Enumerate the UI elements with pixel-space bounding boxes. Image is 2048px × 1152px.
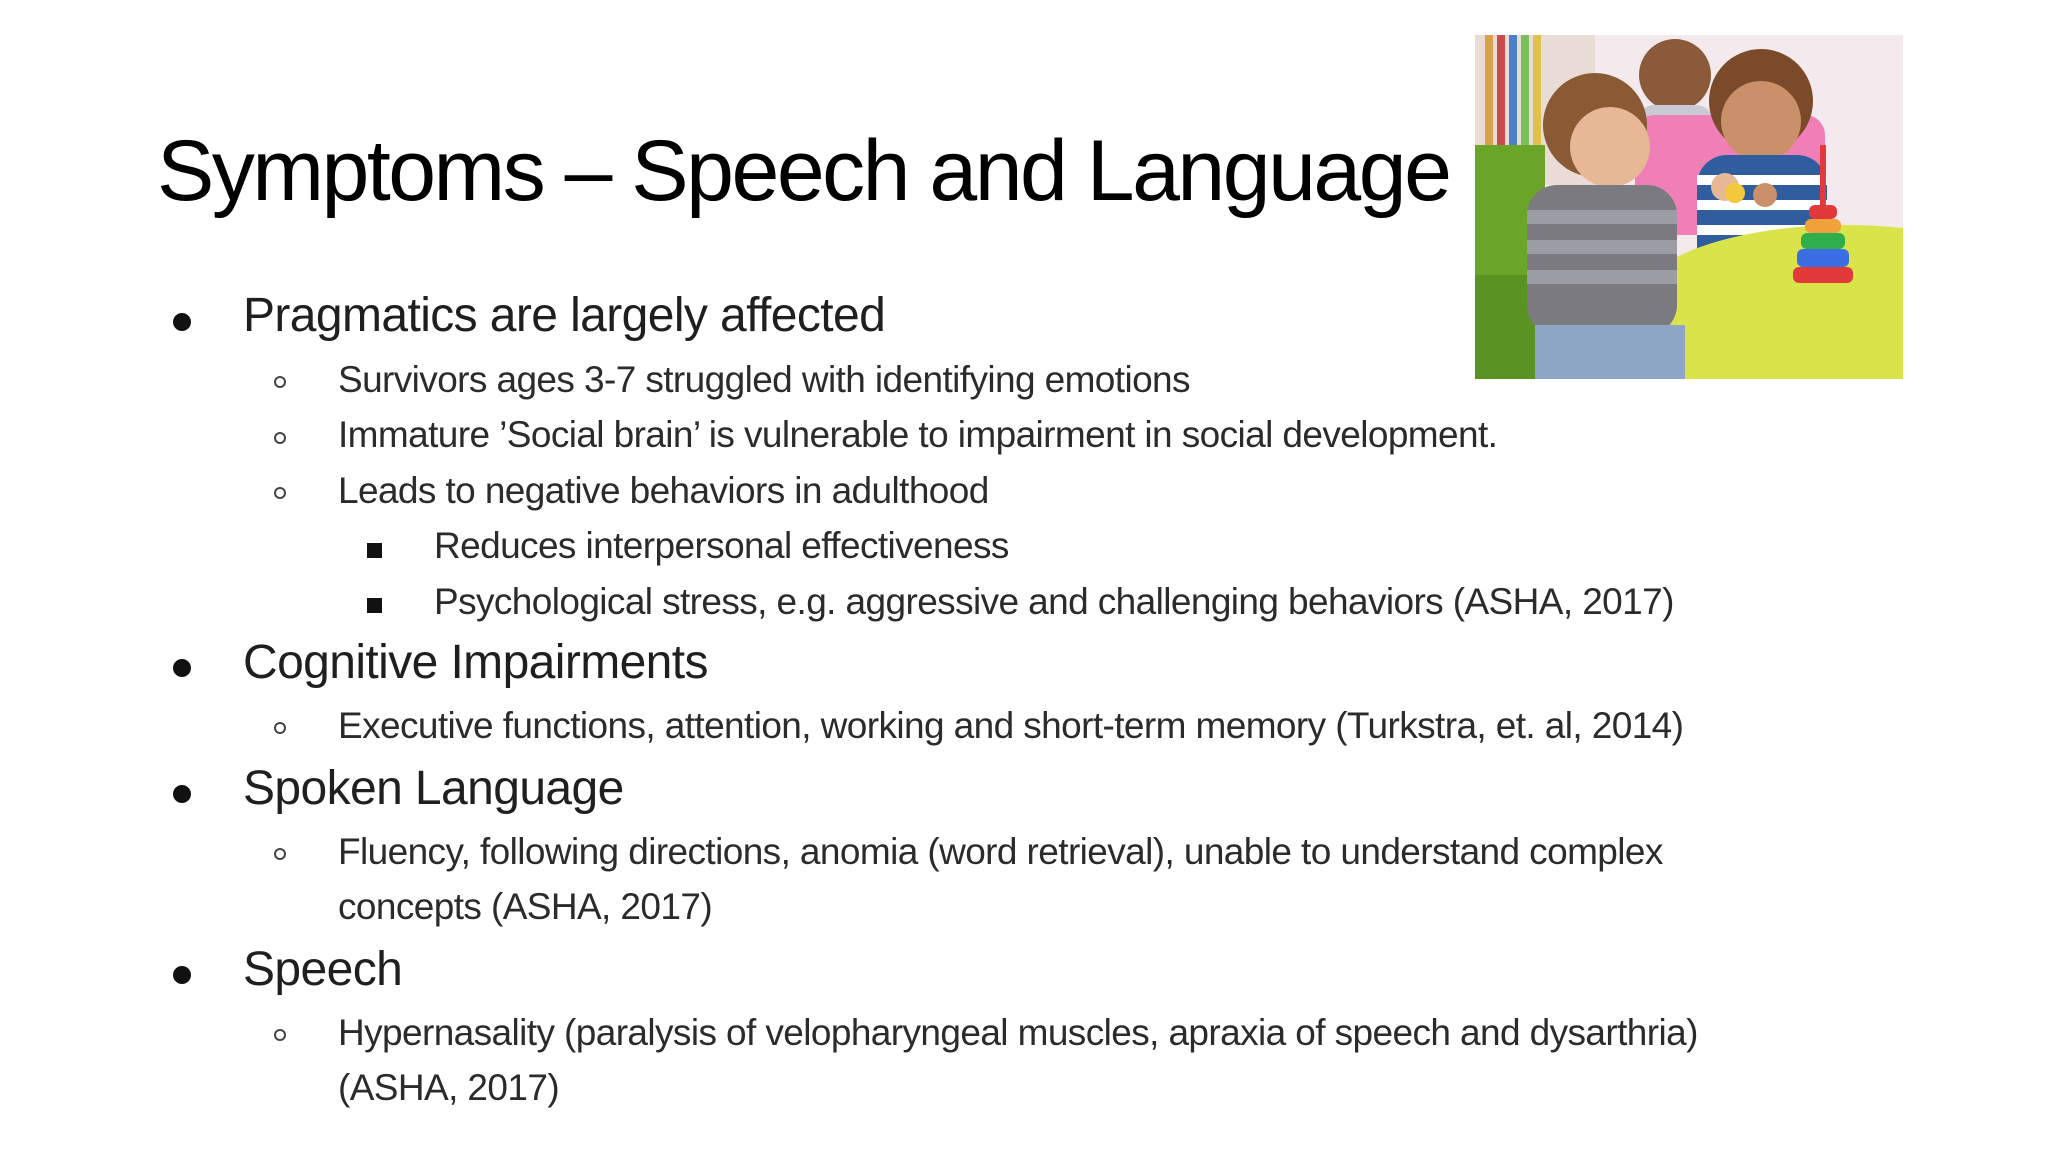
sub-item-survivors: Survivors ages 3-7 struggled with identifying emotions (338, 359, 1190, 400)
bullet-circle (274, 1029, 286, 1041)
bullet-dot (173, 785, 191, 803)
bullet-circle (274, 848, 286, 860)
bullet-circle (274, 376, 286, 388)
bullet-circle (274, 722, 286, 734)
bullet-spoken-language: Spoken Language (243, 762, 624, 815)
sub-item-negative-behaviors: Leads to negative behaviors in adulthood (338, 470, 989, 511)
sub-item-social-brain: Immature ’Social brain’ is vulnerable to impairment in social development. (338, 414, 1498, 455)
sub-item-hypernasality-cont: (ASHA, 2017) (338, 1067, 560, 1108)
sub-item-fluency-cont: concepts (ASHA, 2017) (338, 886, 713, 927)
bullet-circle (274, 487, 286, 499)
bullet-dot (173, 313, 191, 331)
bullet-square (367, 543, 382, 558)
sub-item-fluency: Fluency, following directions, anomia (word retrieval), unable to understand complex (338, 831, 1663, 872)
slide-title: Symptoms – Speech and Language (157, 123, 1450, 219)
sub-sub-item-stress: Psychological stress, e.g. aggressive and challenging behaviors (ASHA, 2017) (434, 581, 1674, 622)
sub-sub-item-interpersonal: Reduces interpersonal effectiveness (434, 525, 1009, 566)
bullet-pragmatics: Pragmatics are largely affected (243, 289, 886, 342)
sub-item-hypernasality: Hypernasality (paralysis of velopharyngeal muscles, apraxia of speech and dysarthria) (338, 1012, 1698, 1053)
bullet-cognitive: Cognitive Impairments (243, 636, 708, 689)
bullet-circle (274, 432, 286, 444)
bullet-speech: Speech (243, 943, 403, 996)
children-playing-photo (1475, 35, 1903, 379)
bullet-square (367, 598, 382, 613)
bullet-dot (173, 659, 191, 677)
sub-item-executive: Executive functions, attention, working and short-term memory (Turkstra, et. al, 2014) (338, 705, 1684, 746)
bullet-dot (173, 966, 191, 984)
